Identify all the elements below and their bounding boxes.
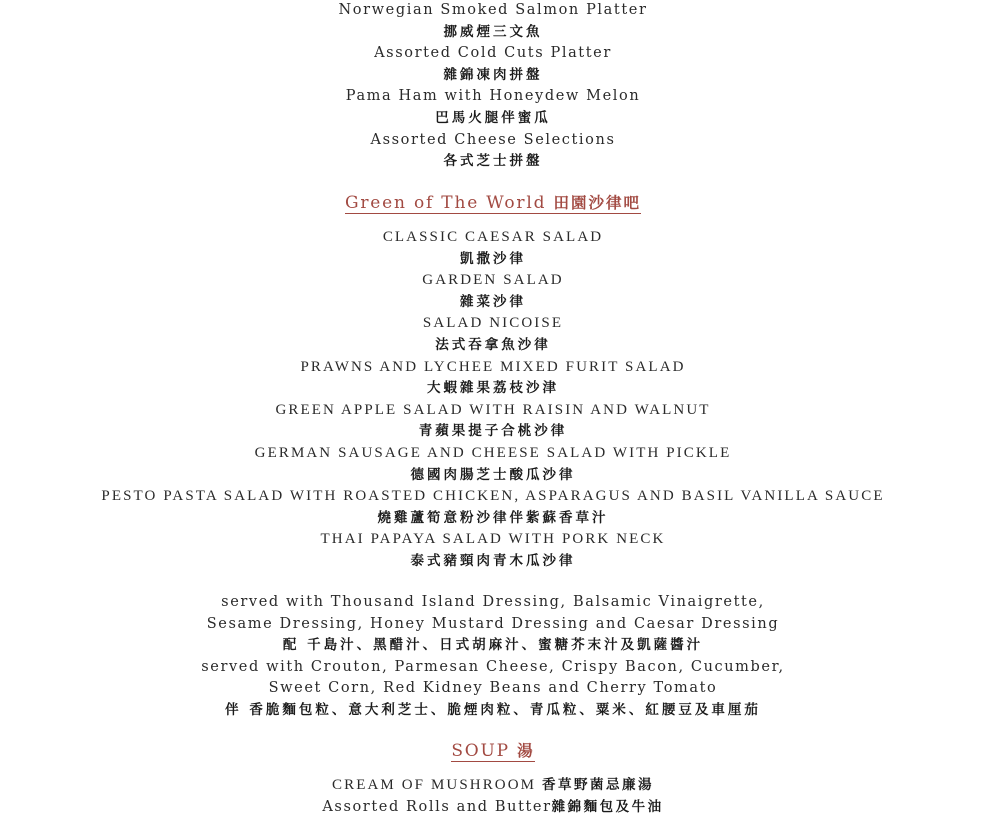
toppings-line-zh: 伴 香脆麵包粒、意大利芝士、脆煙肉粒、青瓜粒、粟米、紅腰豆及車厘茄 — [225, 701, 761, 718]
green-heading-zh: 田園沙律吧 — [553, 194, 641, 212]
bread-item — [0, 797, 986, 819]
salad-item-zh: 德國肉腸芝士酸瓜沙律 — [410, 466, 576, 483]
menu-item-zh: 雜錦凍肉拼盤 — [443, 66, 543, 83]
toppings-line: served with Crouton, Parmesan Cheese, Crispy Bacon, Cucumber, — [201, 658, 785, 675]
green-section-heading-wrap — [0, 193, 986, 214]
salad-item-en: SALAD NICOISE — [422, 315, 564, 332]
salad-item-zh: 燒雞蘆筍意粉沙律伴紫蘇香草汁 — [377, 509, 609, 526]
soup-heading-en: SOUP — [451, 741, 510, 761]
salad-item-en: GARDEN SALAD — [422, 272, 564, 289]
menu-item-en: Assorted Cold Cuts Platter — [374, 45, 612, 62]
menu-item-en: Pama Ham with Honeydew Melon — [345, 88, 641, 105]
menu-item-en: Assorted Cheese Selections — [370, 131, 616, 148]
salad-item-en: PRAWNS AND LYCHEE MIXED FURIT SALAD — [300, 358, 686, 375]
dressings-line-zh: 配 千島汁、黑醋汁、日式胡麻汁、蜜糖芥末汁及凱薩醬汁 — [282, 637, 704, 654]
dressings-line: Sesame Dressing, Honey Mustard Dressing and Caesar Dressing — [206, 615, 780, 632]
bread-item-zh: 雜錦麵包及牛油 — [551, 798, 664, 815]
soup-item — [0, 775, 986, 797]
green-heading-en: Green of The World — [345, 193, 547, 213]
salad-item-zh: 泰式豬頸肉青木瓜沙律 — [410, 552, 576, 569]
salad-item-en: THAI PAPAYA SALAD WITH PORK NECK — [320, 531, 666, 548]
salad-item-en: GERMAN SAUSAGE AND CHEESE SALAD WITH PICKLE — [254, 444, 732, 461]
soup-heading-zh: 湯 — [517, 742, 535, 760]
soup-item-en: CREAM OF MUSHROOM — [332, 777, 542, 793]
salads-section — [0, 227, 986, 573]
soup-section-heading — [451, 741, 534, 762]
dressings-line: served with Thousand Island Dressing, Balsamic Vinaigrette, — [221, 594, 765, 610]
menu-item-zh: 挪威煙三文魚 — [443, 23, 543, 40]
salad-item-zh: 雜菜沙律 — [460, 293, 526, 310]
toppings-line: Sweet Corn, Red Kidney Beans and Cherry Tomato — [268, 680, 718, 697]
salad-item-en: PESTO PASTA SALAD WITH ROASTED CHICKEN, ASPARAGUS AND BASIL VANILLA SAUCE — [101, 488, 885, 505]
cold-cuts-section — [0, 0, 986, 173]
menu-item-zh: 各式芝士拼盤 — [443, 153, 543, 170]
soup-section-heading-wrap — [0, 741, 986, 762]
menu-item-zh: 巴馬火腿伴蜜瓜 — [435, 109, 551, 126]
salad-item-en: CLASSIC CAESAR SALAD — [382, 229, 604, 245]
dressings-section — [0, 592, 986, 722]
salad-item-zh: 大蝦雜果荔枝沙津 — [427, 380, 559, 397]
menu-item-en: Norwegian Smoked Salmon Platter — [338, 2, 648, 18]
salad-item-zh: 法式吞拿魚沙律 — [435, 336, 551, 353]
bread-item-en: Assorted Rolls and Butter — [322, 798, 552, 815]
salad-item-zh: 青蘋果提子合桃沙律 — [418, 423, 568, 440]
salad-item-en: GREEN APPLE SALAD WITH RAISIN AND WALNUT — [275, 401, 711, 418]
soup-item-zh: 香草野菌忌廉湯 — [541, 777, 654, 793]
soup-section — [0, 775, 986, 818]
green-section-heading — [345, 193, 641, 214]
salad-item-zh: 凱撒沙律 — [460, 250, 526, 267]
